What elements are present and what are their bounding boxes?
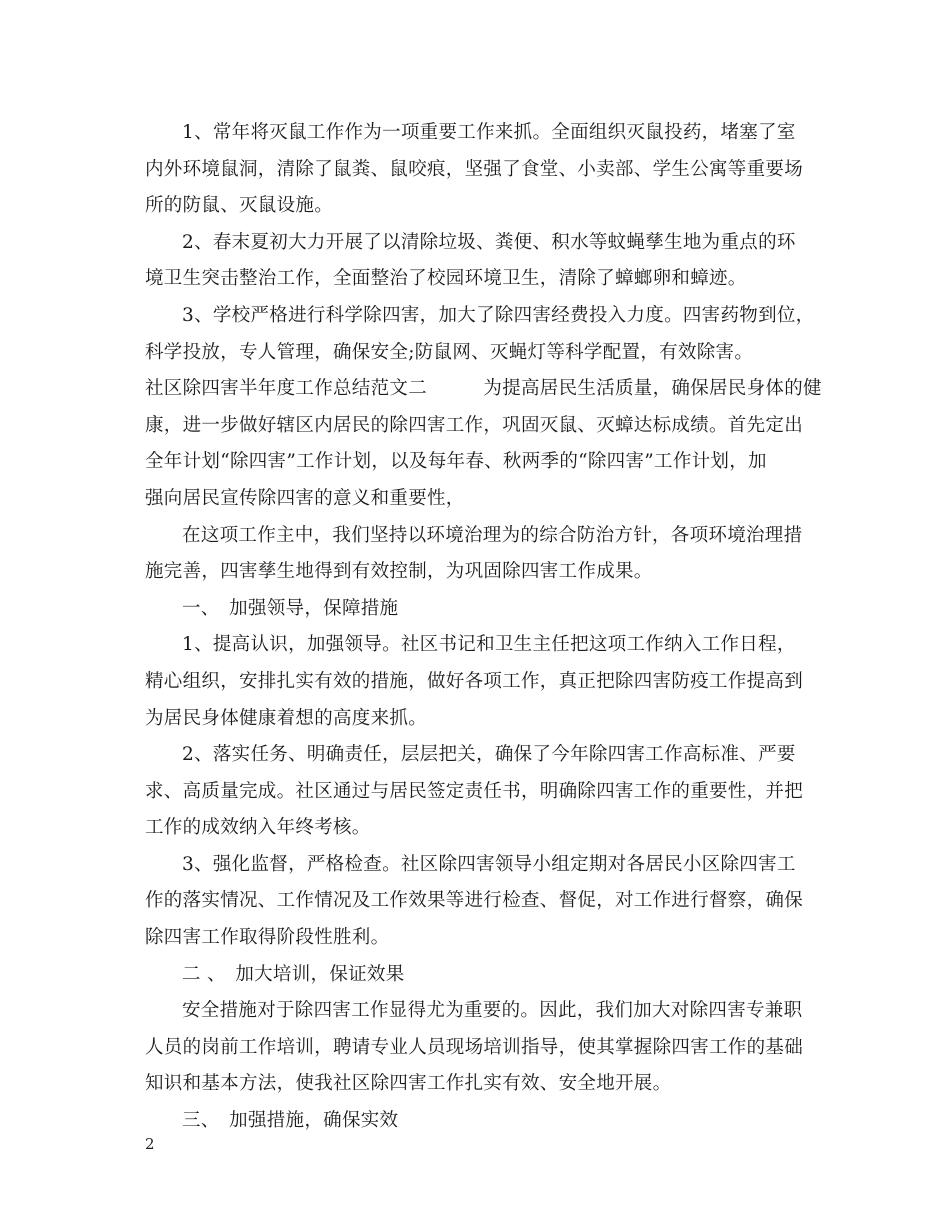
text-line: 强向居民宣传除四害的意义和重要性， [145, 487, 465, 509]
text-line: 作的落实情况、工作情况及工作效果等进行检查、督促，对工作进行督察，确保 [145, 890, 804, 912]
section-heading: 一、 加强领导，保障措施 [182, 597, 399, 619]
text-line: 精心组织，安排扎实有效的措施，做好各项工作，真正把除四害防疫工作提高到 [145, 670, 804, 692]
text-line: 除四害工作取得阶段性胜利。 [145, 927, 390, 949]
text-line: 为居民身体健康着想的高度来抓。 [145, 707, 428, 729]
text-line: 内外环境鼠洞，清除了鼠粪、鼠咬痕，坚强了食堂、小卖部、学生公寓等重要场 [145, 158, 804, 180]
text-line: 求、高质量完成。社区通过与居民签定责任书，明确除四害工作的重要性，并把 [145, 780, 804, 802]
text-line: 所的防鼠、灭鼠设施。 [145, 195, 334, 217]
text-line: 施完善，四害孳生地得到有效控制，为巩固除四害工作成果。 [145, 561, 653, 583]
text-line: 科学投放，专人管理，确保安全;防鼠网、灭蝇灯等科学配置，有效除害。 [145, 341, 754, 363]
section-heading: 二 、 加大培训，保证效果 [182, 963, 405, 985]
document-body [145, 115, 822, 1140]
text-line: 安全措施对于除四害工作显得尤为重要的。因此，我们加大对除四害专兼职 [182, 1000, 803, 1022]
page-number: 2 [145, 1135, 155, 1153]
text-line: 人员的岗前工作培训，聘请专业人员现场培训指导，使其掌握除四害工作的基础 [145, 1036, 804, 1058]
text-line: 工作的成效纳入年终考核。 [145, 817, 371, 839]
text-line: 1、常年将灭鼠工作作为一项重要工作来抓。全面组织灭鼠投药，堵塞了室 [182, 122, 796, 143]
text-line: 3、强化监督，严格检查。社区除四害领导小组定期对各居民小区除四害工 [182, 853, 796, 875]
text-line: 1、提高认识，加强领导。社区书记和卫生主任把这项工作纳入工作日程， [182, 634, 796, 656]
text-line: 2、落实任务、明确责任，层层把关，确保了今年除四害工作高标准、严要 [182, 744, 796, 766]
text-line: 境卫生突击整治工作，全面整治了校园环境卫生，清除了蟑螂卵和蟑迹。 [145, 268, 747, 290]
text-line: 在这项工作主中，我们坚持以环境治理为的综合防治方针，各项环境治理措 [182, 524, 803, 546]
text-line: 全年计划“除四害”工作计划，以及每年春、秋两季的“除四害”工作计划，加 [145, 451, 767, 473]
section-heading: 三、 加强措施，确保实效 [182, 1110, 399, 1132]
text-line: 2、春末夏初大力开展了以清除垃圾、粪便、积水等蚊蝇孳生地为重点的环 [182, 231, 796, 253]
text-line: 社区除四害半年度工作总结范文二 为提高居民生活质量，确保居民身体的健 [145, 378, 822, 400]
text-line: 知识和基本方法，使我社区除四害工作扎实有效、安全地开展。 [145, 1073, 672, 1095]
text-line: 康，进一步做好辖区内居民的除四害工作，巩固灭鼠、灭蟑达标成绩。首先定出 [145, 414, 804, 436]
text-line: 3、学校严格进行科学除四害，加大了除四害经费投入力度。四害药物到位， [182, 304, 815, 326]
